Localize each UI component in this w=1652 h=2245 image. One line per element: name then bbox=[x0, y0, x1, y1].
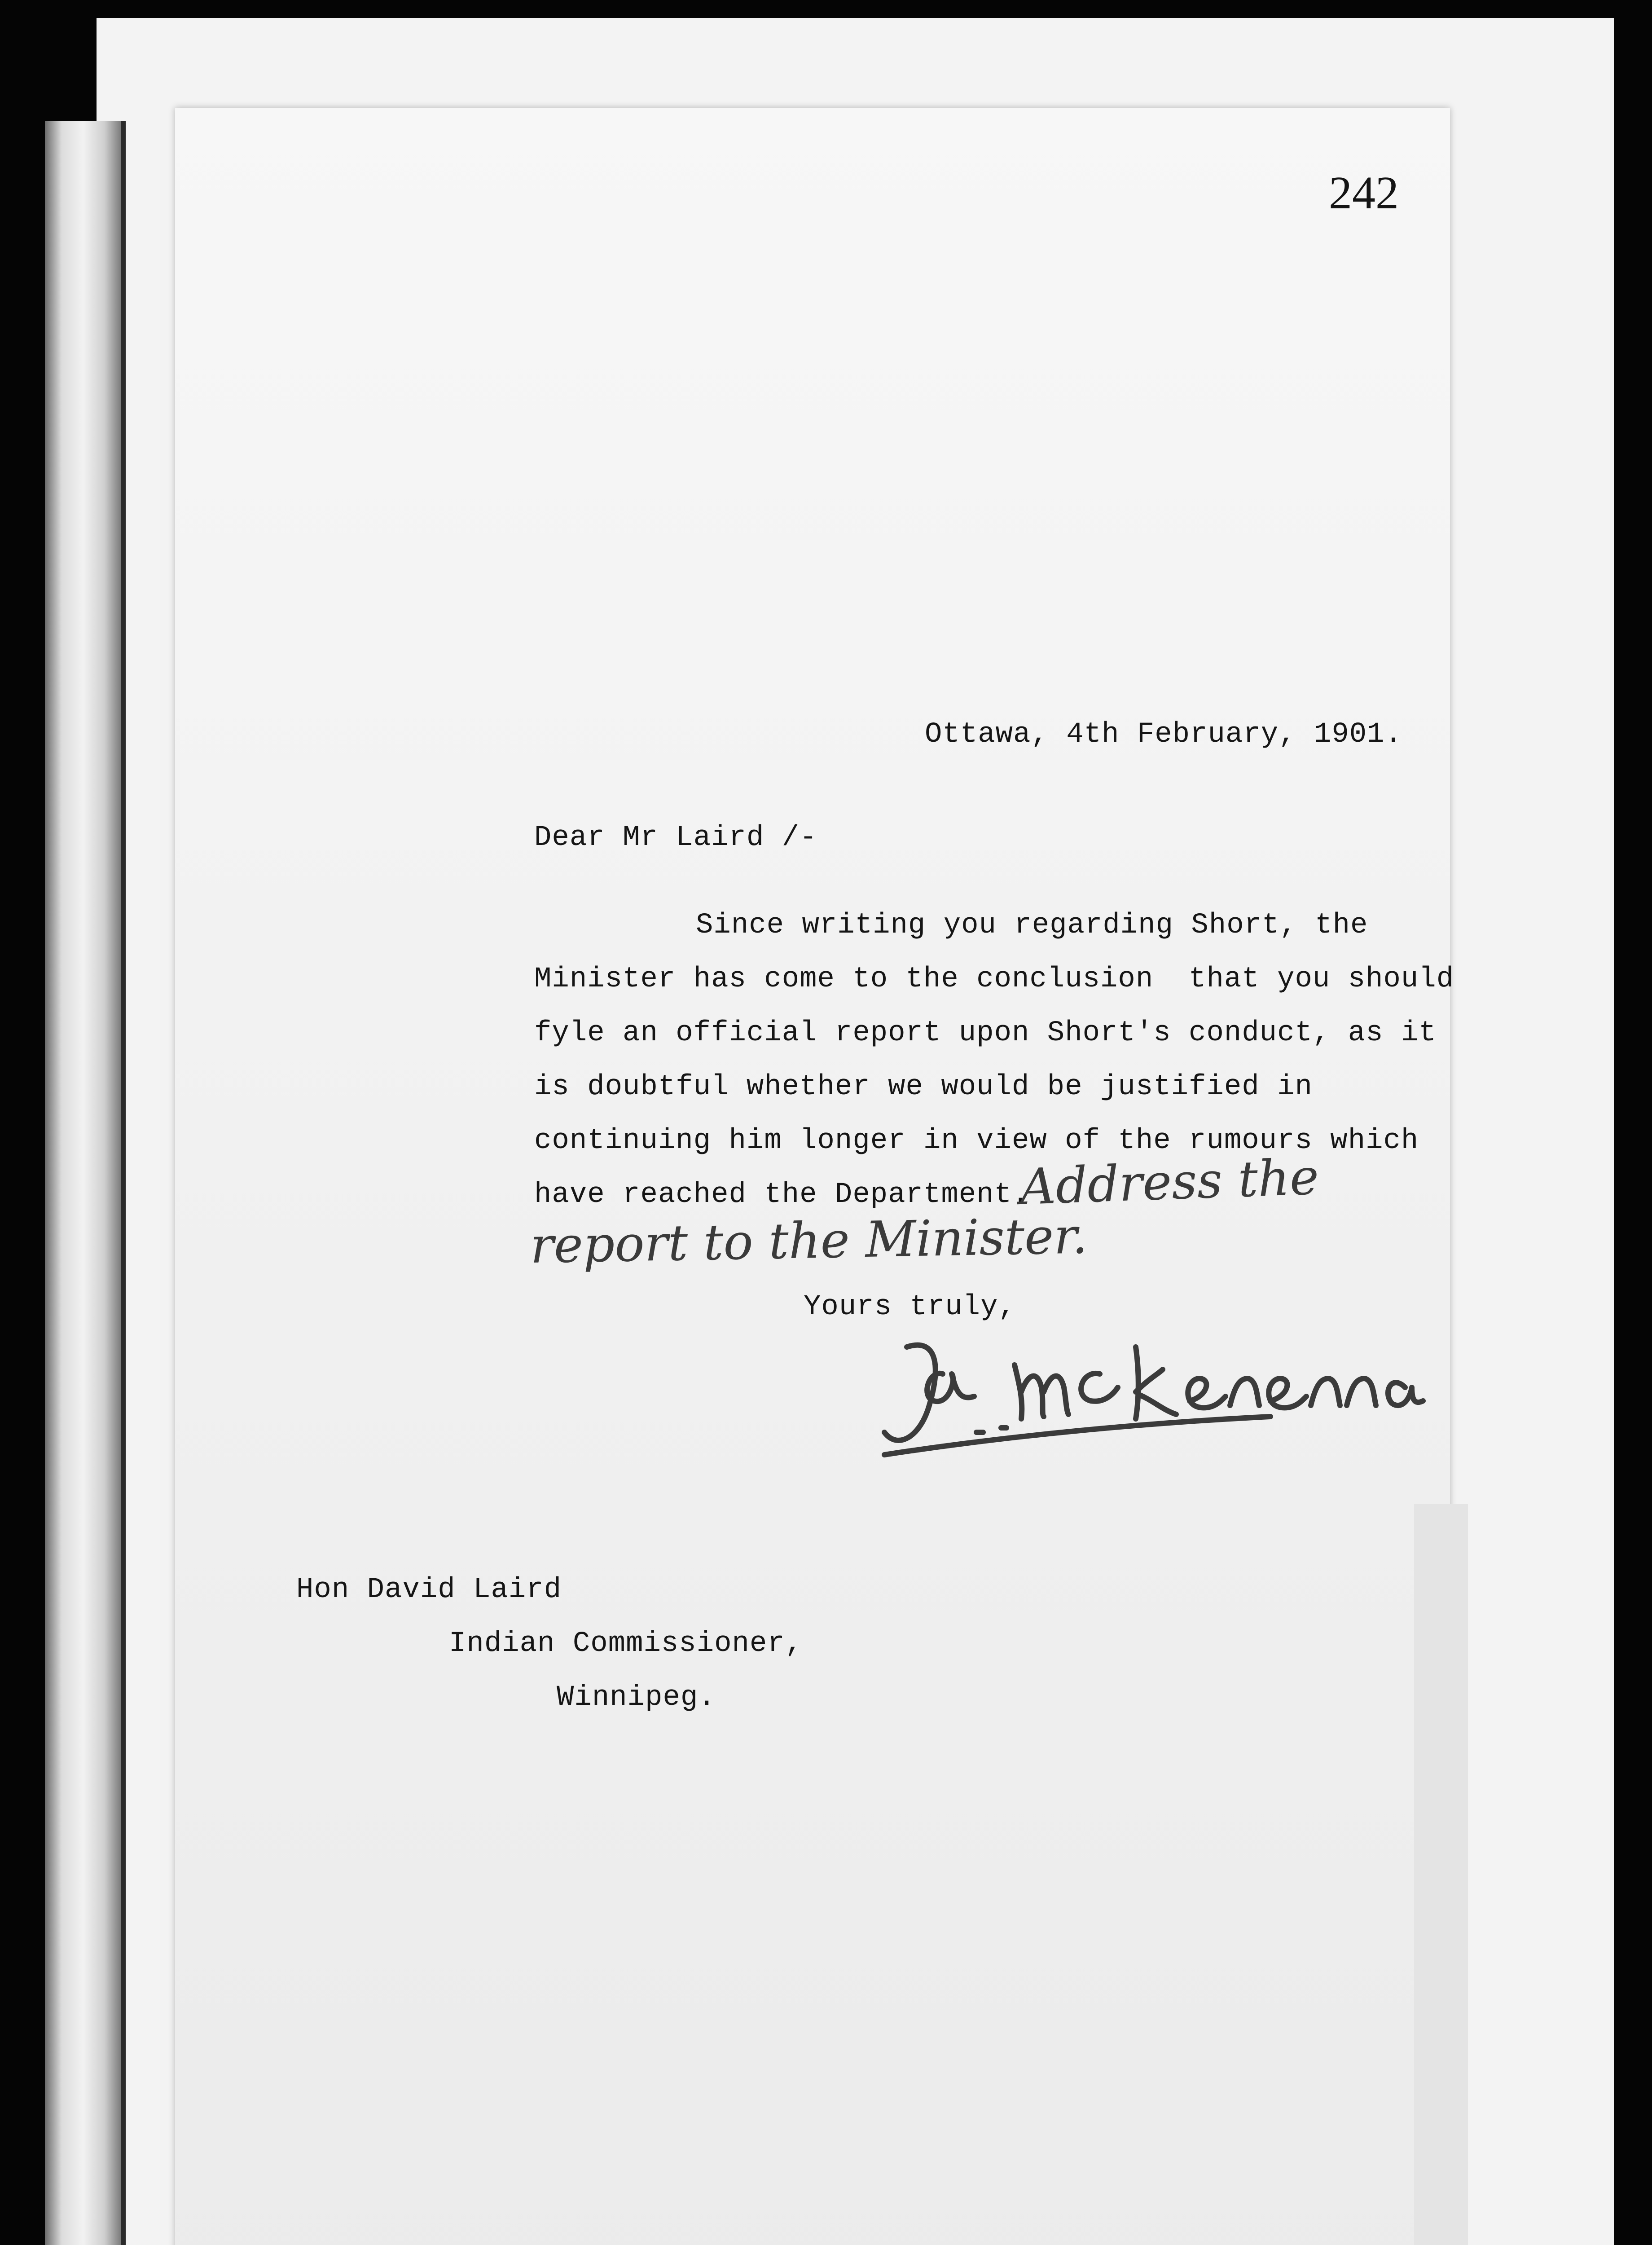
salutation: Dear Mr Laird /- bbox=[534, 822, 817, 854]
recipient-title: Indian Commissioner, bbox=[449, 1628, 803, 1660]
closing: Yours truly, bbox=[804, 1291, 1016, 1323]
body-line: Minister has come to the conclusion that you should bbox=[534, 963, 1454, 995]
body-line: is doubtful whether we would be justified in bbox=[534, 1071, 1313, 1103]
body-line: continuing him longer in view of the rumours which bbox=[534, 1125, 1419, 1157]
sheet-edge bbox=[1414, 1504, 1468, 2245]
handwritten-note-line: Address the bbox=[1019, 1148, 1320, 1216]
body-line: fyle an official report upon Short's conduct, as it bbox=[534, 1017, 1437, 1049]
handwritten-note-line: report to the Minister. bbox=[530, 1207, 1088, 1274]
recipient-name: Hon David Laird bbox=[296, 1574, 562, 1606]
recipient-city: Winnipeg. bbox=[557, 1682, 716, 1714]
page-number: 242 bbox=[1329, 167, 1399, 219]
dateline: Ottawa, 4th February, 1901. bbox=[925, 718, 1402, 751]
binder-spine bbox=[45, 121, 126, 2245]
body-line: have reached the Department. bbox=[534, 1179, 1030, 1211]
signature bbox=[866, 1320, 1428, 1482]
body-line: Since writing you regarding Short, the bbox=[696, 909, 1368, 942]
signature-drawing bbox=[866, 1320, 1428, 1482]
